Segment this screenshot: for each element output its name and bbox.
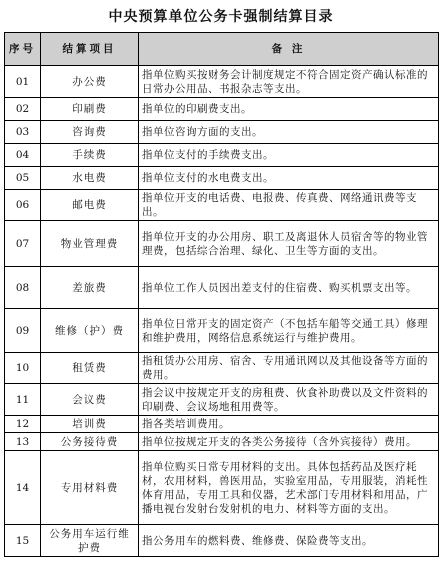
row-no: 08: [5, 267, 41, 309]
table-row: [5, 190, 439, 221]
row-item: 水电费: [41, 167, 139, 190]
row-note: 指单位日常开支的固定资产（不包括车船等交通工具）修理和维护费用，网络信息系统运行与维护费用。: [139, 309, 439, 353]
document-title: 中央预算单位公务卡强制结算目录: [108, 9, 334, 25]
table-row: [5, 98, 439, 121]
row-note: 指单位工作人员因出差支付的住宿费、购买机票支出等。: [139, 267, 439, 309]
row-note: 指单位支付的手续费支出。: [139, 144, 439, 167]
row-note: 指单位开支的办公用房、职工及离退休人员宿舍等的物业管理费，包括综合治理、绿化、卫生等方面的支出。: [139, 221, 439, 267]
row-note: 指单位的印刷费支出。: [139, 98, 439, 121]
table-row: [5, 144, 439, 167]
row-note: 指公务用车的燃料费、维修费、保险费等支出。: [139, 525, 439, 557]
row-no: 13: [5, 433, 41, 451]
header-note: 备 注: [139, 33, 439, 66]
row-item: 专用材料费: [41, 451, 139, 525]
row-no: 15: [5, 525, 41, 557]
table-row: [5, 451, 439, 525]
row-item: 会议费: [41, 384, 139, 416]
row-item: 咨询费: [41, 121, 139, 144]
table-row: [5, 267, 439, 309]
row-item: 维修（护）费: [41, 309, 139, 353]
row-note: 指单位咨询方面的支出。: [139, 121, 439, 144]
row-note: 指单位开支的电话费、电报费、传真费、网络通讯费等支出。: [139, 190, 439, 221]
row-item: 差旅费: [41, 267, 139, 309]
row-no: 10: [5, 353, 41, 384]
row-no: 14: [5, 451, 41, 525]
row-no: 12: [5, 416, 41, 433]
row-item: 租赁费: [41, 353, 139, 384]
table-row: [5, 309, 439, 353]
row-no: 05: [5, 167, 41, 190]
table-row: [5, 167, 439, 190]
table-row: [5, 433, 439, 451]
row-note: 指租赁办公用房、宿舍、专用通讯网以及其他设备等方面的费用。: [139, 353, 439, 384]
row-note: 指会议中按规定开支的房租费、伙食补助费以及文件资料的印刷费、会议场地租用费等。: [139, 384, 439, 416]
row-no: 04: [5, 144, 41, 167]
row-note: 指单位按规定开支的各类公务接待（含外宾接待）费用。: [139, 433, 439, 451]
table-row: [5, 353, 439, 384]
row-note: 指单位购买按财务会计制度规定不符合固定资产确认标准的日常办公用品、书报杂志等支出。: [139, 66, 439, 98]
row-no: 09: [5, 309, 41, 353]
row-note: 指单位支付的水电费支出。: [139, 167, 439, 190]
row-no: 11: [5, 384, 41, 416]
table-row: [5, 221, 439, 267]
table-row: [5, 384, 439, 416]
row-no: 03: [5, 121, 41, 144]
table-row: [5, 416, 439, 433]
row-item: 办公费: [41, 66, 139, 98]
row-item: 手续费: [41, 144, 139, 167]
row-item: 邮电费: [41, 190, 139, 221]
row-item: 物业管理费: [41, 221, 139, 267]
row-item: 公务接待费: [41, 433, 139, 451]
settlement-table: [4, 32, 439, 557]
row-item: 培训费: [41, 416, 139, 433]
table-row: [5, 121, 439, 144]
row-note: 指单位购买日常专用材料的支出。具体包括药品及医疗耗材，农用材料，兽医用品，实验室用品，专用服装，消耗性体育用品，专用工具和仪器，艺术部门专用材料和用品，广播电视台发射台发射机的电力、材料等方面的支出。: [139, 451, 439, 525]
row-no: 07: [5, 221, 41, 267]
row-no: 02: [5, 98, 41, 121]
table-row: [5, 66, 439, 98]
row-item: 公务用车运行维护费: [41, 525, 139, 557]
header-no: 序号: [5, 33, 41, 66]
row-no: 01: [5, 66, 41, 98]
row-item: 印刷费: [41, 98, 139, 121]
row-no: 06: [5, 190, 41, 221]
table-header-row: [5, 33, 439, 66]
header-item: 结算项目: [41, 33, 139, 66]
table-row: [5, 525, 439, 557]
row-note: 指各类培训费用。: [139, 416, 439, 433]
